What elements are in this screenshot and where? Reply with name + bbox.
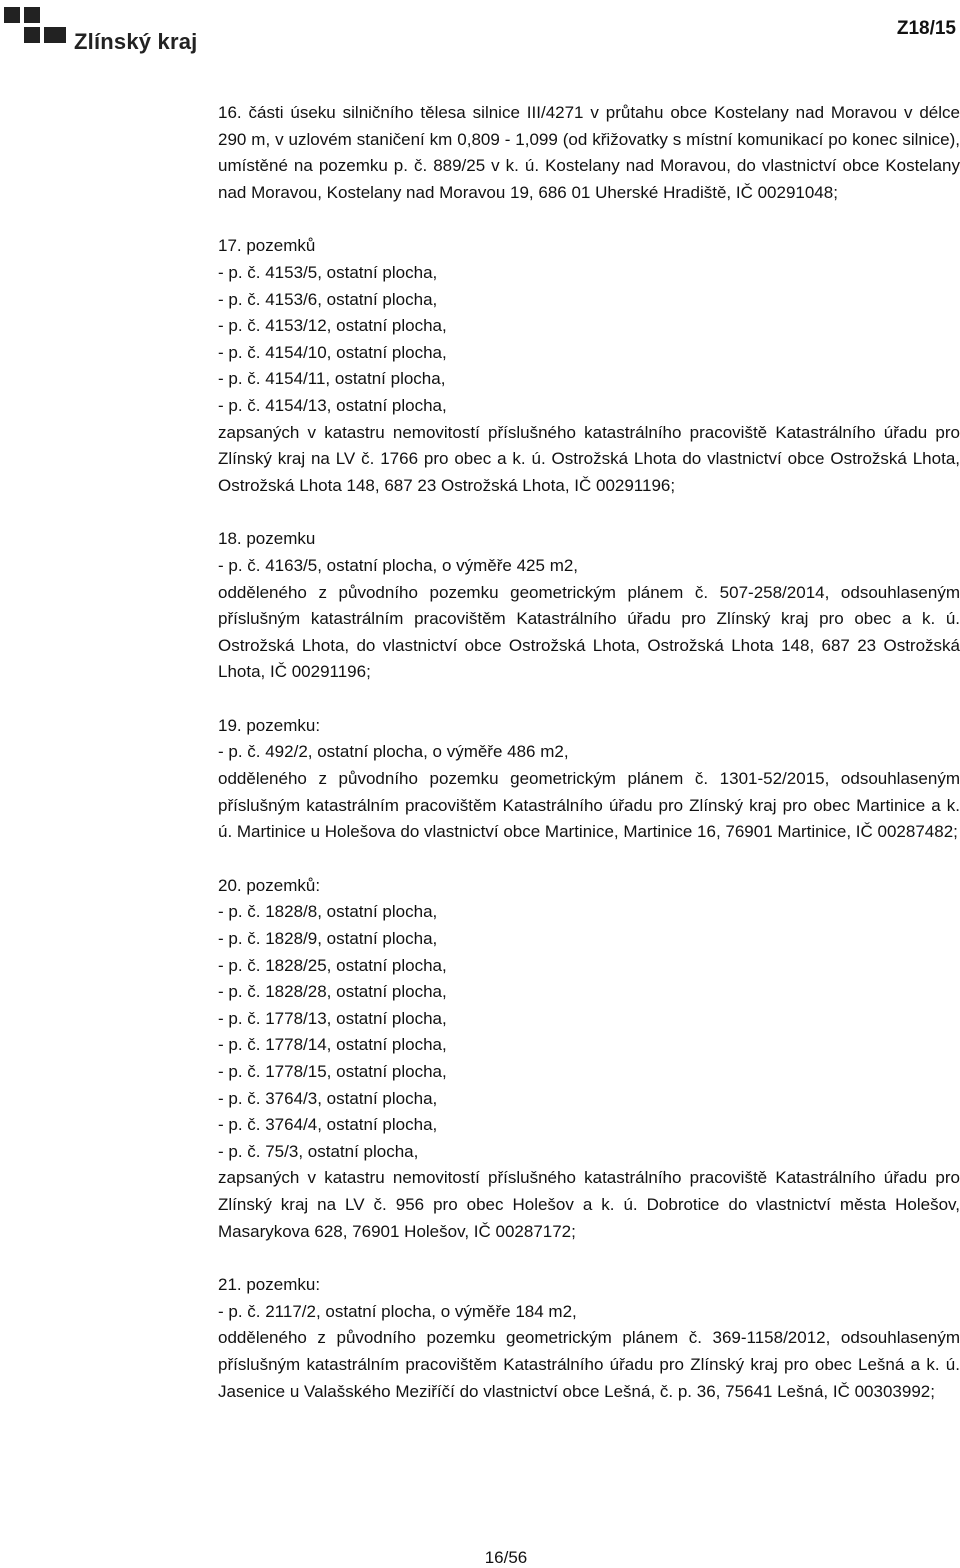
parcel-line: - p. č. 1828/25, ostatní plocha, [218,955,447,975]
page-number: 16/56 [484,1548,528,1567]
parcel-line: - p. č. 4154/10, ostatní plocha, [218,342,447,362]
parcel-line: - p. č. 1778/14, ostatní plocha, [218,1035,447,1055]
parcel-line: - p. č. 3764/4, ostatní plocha, [218,1115,438,1135]
parcel-line: - p. č. 4163/5, ostatní plocha, o výměře 425 m2, [218,555,579,575]
page-footer [0,1548,960,1568]
parcel-line: - p. č. 3764/3, ostatní plocha, [218,1088,438,1108]
logo-text: Zlínský kraj [74,29,198,54]
logo-square-icon [44,27,66,43]
document-body [218,100,960,1405]
item-18-heading: 18. pozemku [218,529,316,549]
item-19-heading: 19. pozemku: [218,715,321,735]
parcel-line: - p. č. 4153/5, ostatní plocha, [218,262,438,282]
item-16: 16. části úseku silničního tělesa silnice III/4271 v průtahu obce Kostelany nad Moravou v délce 290 m, v uzlovém staničení km 0,809 - 1,099 (od křižovatky s místní komunikací po konec silnice), umístěné na pozemku p. č. 889/25 v k. ú. Kostelany nad Moravou, do vlastnictví obce Kostelany nad Moravou, Kostelany nad Moravou 19, 686 01 Uherské Hradiště, IČ 00291048; [218,103,960,202]
item-19 [218,713,960,846]
item-21-text: odděleného z původního pozemku geometrickým plánem č. 369-1158/2012, odsouhlaseným příslušným katastrálním pracovištěm Katastrálního úřadu pro Zlínský kraj pro obec Lešná a k. ú. Jasenice u Valašského Meziříčí do vlastnictví obce Lešná, č. p. 36, 75641 Lešná, IČ 00303992; [218,1328,960,1401]
parcel-line: - p. č. 4154/13, ostatní plocha, [218,395,447,415]
parcel-line: - p. č. 75/3, ostatní plocha, [218,1141,419,1161]
parcel-line: - p. č. 1828/28, ostatní plocha, [218,982,447,1002]
item-21-heading: 21. pozemku: [218,1275,321,1295]
parcel-line: - p. č. 4153/6, ostatní plocha, [218,289,438,309]
document-id: Z18/15 [896,18,956,39]
parcel-line: - p. č. 1828/8, ostatní plocha, [218,902,438,922]
parcel-line: - p. č. 4153/12, ostatní plocha, [218,316,447,336]
parcel-line: - p. č. 1828/9, ostatní plocha, [218,929,438,949]
item-20-text: zapsaných v katastru nemovitostí příslušného katastrálního pracoviště Katastrálního úřadu pro Zlínský kraj na LV č. 956 pro obec Holešov a k. ú. Dobrotice do vlastnictví města Holešov, Masarykova 628, 76901 Holešov, IČ 00287172; [218,1168,960,1241]
item-17 [218,233,960,499]
item-19-text: odděleného z původního pozemku geometrickým plánem č. 1301-52/2015, odsouhlaseným příslušným katastrálním pracovištěm Katastrálního úřadu pro Zlínský kraj pro obec Martinice a k. ú. Martinice u Holešova do vlastnictví obce Martinice, Martinice 16, 76901 Martinice, IČ 00287482; [218,769,960,842]
logo-square-icon [4,7,20,23]
parcel-line: - p. č. 492/2, ostatní plocha, o výměře 486 m2, [218,742,569,762]
parcel-line: - p. č. 1778/15, ostatní plocha, [218,1062,447,1081]
item-17-text: zapsaných v katastru nemovitostí příslušného katastrálního pracoviště Katastrálního úřadu pro Zlínský kraj na LV č. 1766 pro obec a k. ú. Ostrožská Lhota do vlastnictví obce Ostrožská Lhota, Ostrožská Lhota 148, 687 23 Ostrožská Lhota, IČ 00291196; [218,422,960,495]
item-18 [218,526,960,686]
page-header [0,0,960,60]
item-18-text: odděleného z původního pozemku geometrickým plánem č. 507-258/2014, odsouhlaseným příslušným katastrálním pracovištěm Katastrálního úřadu pro Zlínský kraj pro obec a k. ú. Ostrožská Lhota, do vlastnictví obce Ostrožská Lhota, Ostrožská Lhota 148, 687 23 Ostrožská Lhota, IČ 00291196; [218,582,960,682]
logo-square-icon [24,7,40,23]
parcel-line: - p. č. 4154/11, ostatní plocha, [218,369,446,389]
item-21 [218,1272,960,1405]
logo-square-icon [24,27,40,43]
item-20-heading: 20. pozemků: [218,875,321,895]
parcel-line: - p. č. 1778/13, ostatní plocha, [218,1008,447,1028]
item-17-heading: 17. pozemků [218,236,316,256]
item-20 [218,873,960,1245]
parcel-line: - p. č. 2117/2, ostatní plocha, o výměře 184 m2, [218,1301,577,1321]
zlinsky-kraj-logo [4,7,198,55]
